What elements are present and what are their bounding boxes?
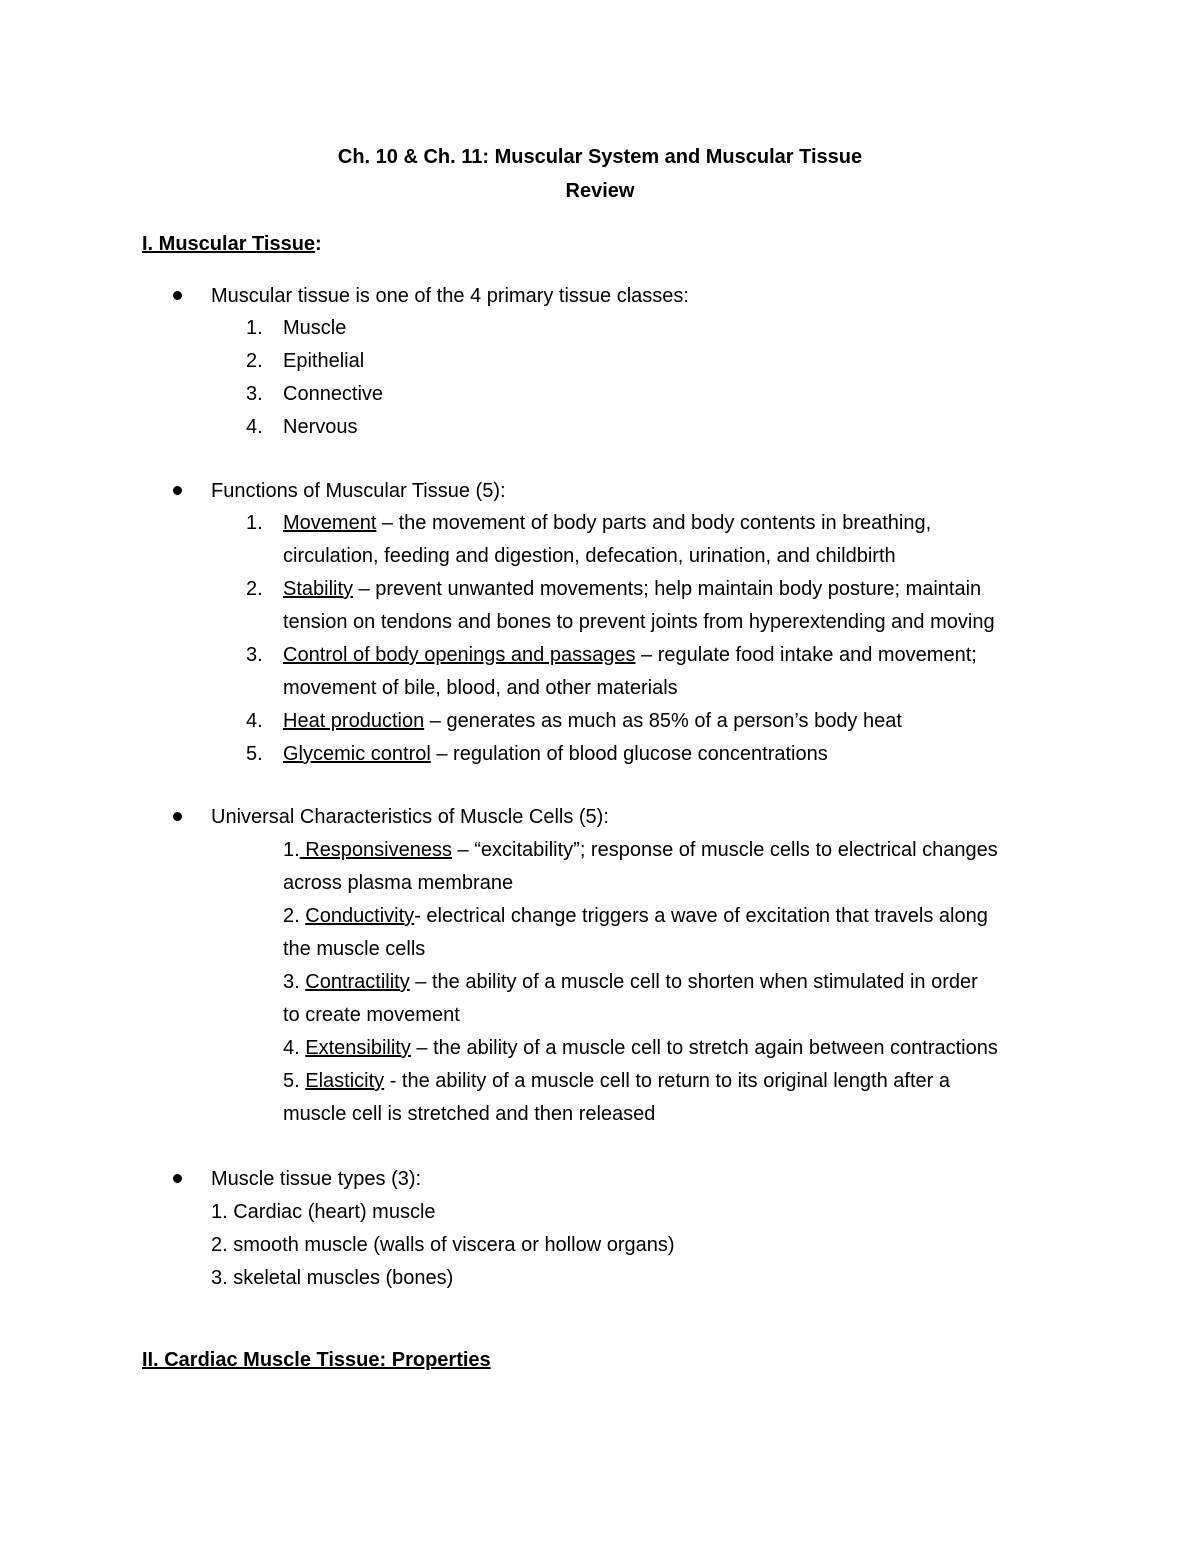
term: Stability — [283, 578, 354, 600]
definition: – regulation of blood glucose concentrations — [430, 743, 828, 765]
list-item — [283, 709, 902, 733]
list-item — [283, 643, 977, 667]
list-number: 5. — [246, 743, 263, 765]
list-number: 2. — [283, 905, 306, 927]
definition: - electrical change triggers a wave of excitation that travels along — [414, 905, 988, 927]
list-item: Muscle — [283, 317, 347, 339]
section-heading-cardiac-muscle — [142, 1348, 491, 1372]
term: Movement — [283, 512, 377, 534]
list-item — [283, 511, 931, 535]
list-number: 3. — [246, 644, 263, 666]
list-number: 3. — [246, 383, 263, 405]
bullet-dot — [173, 1174, 182, 1183]
bullet-dot — [173, 291, 182, 300]
list-item-continuation: to create movement — [283, 1004, 460, 1026]
definition: – the ability of a muscle cell to stretch again between contractions — [410, 1037, 998, 1059]
list-number: 4. — [246, 416, 263, 438]
section-heading-colon: : — [315, 233, 322, 255]
list-item-continuation: tension on tendons and bones to prevent joints from hyperextending and moving — [283, 611, 995, 633]
bullet-functions: Functions of Muscular Tissue (5): — [211, 480, 506, 502]
list-number: 2. — [246, 350, 263, 372]
list-item-continuation: across plasma membrane — [283, 872, 514, 894]
document-subtitle: Review — [565, 180, 635, 202]
bullet-universal-characteristics: Universal Characteristics of Muscle Cells (5): — [211, 806, 609, 828]
term: Glycemic control — [283, 743, 431, 765]
definition: – “excitability”; response of muscle cells to electrical changes — [452, 839, 998, 861]
list-item-continuation: muscle cell is stretched and then released — [283, 1103, 656, 1125]
definition: – prevent unwanted movements; help maintain body posture; maintain — [353, 578, 982, 600]
list-number: 1. — [246, 512, 263, 534]
section-heading-text: II. Cardiac Muscle Tissue: Properties — [142, 1349, 491, 1371]
term: Control of body openings and passages — [283, 644, 636, 666]
section-heading-text: I. Muscular Tissue — [142, 233, 316, 255]
list-item-continuation: circulation, feeding and digestion, defecation, urination, and childbirth — [283, 545, 896, 567]
definition: – the movement of body parts and body contents in breathing, — [376, 512, 932, 534]
bullet-dot — [173, 486, 182, 495]
term: Extensibility — [305, 1037, 411, 1059]
definition: – generates as much as 85% of a person’s body heat — [424, 710, 902, 732]
list-number: 4. — [283, 1037, 306, 1059]
list-item — [283, 904, 988, 928]
definition: – regulate food intake and movement; — [635, 644, 977, 666]
bullet-primary-tissue-classes: Muscular tissue is one of the 4 primary tissue classes: — [211, 285, 689, 307]
list-item — [283, 742, 828, 766]
list-number: 4. — [246, 710, 263, 732]
list-number: 5. — [283, 1070, 306, 1092]
list-item: Connective — [283, 383, 384, 405]
bullet-dot — [173, 812, 182, 821]
list-item: Epithelial — [283, 350, 365, 372]
term: Responsiveness — [299, 839, 452, 861]
list-item — [283, 970, 978, 994]
list-item: 3. skeletal muscles (bones) — [211, 1267, 454, 1289]
document-title: Ch. 10 & Ch. 11: Muscular System and Muscular Tissue — [337, 146, 863, 168]
definition: - the ability of a muscle cell to return to its original length after a — [384, 1070, 950, 1092]
term: Heat production — [283, 710, 425, 732]
list-number: 1. — [246, 317, 263, 339]
term: Conductivity — [305, 905, 415, 927]
list-item: 2. smooth muscle (walls of viscera or hollow organs) — [211, 1234, 675, 1256]
list-number: 3. — [283, 971, 306, 993]
list-item — [283, 838, 998, 862]
list-item: Nervous — [283, 416, 358, 438]
bullet-muscle-tissue-types: Muscle tissue types (3): — [211, 1168, 422, 1190]
list-item-continuation: the muscle cells — [283, 938, 426, 960]
section-heading-muscular-tissue — [142, 232, 322, 256]
list-item — [283, 1036, 998, 1060]
list-item — [283, 1069, 950, 1093]
list-item-continuation: movement of bile, blood, and other materials — [283, 677, 678, 699]
term: Contractility — [305, 971, 410, 993]
list-number: 2. — [246, 578, 263, 600]
term: Elasticity — [305, 1070, 385, 1092]
list-item: 1. Cardiac (heart) muscle — [211, 1201, 436, 1223]
list-item — [283, 577, 981, 601]
definition: – the ability of a muscle cell to shorten when stimulated in order — [409, 971, 978, 993]
list-number: 1. — [283, 839, 300, 861]
